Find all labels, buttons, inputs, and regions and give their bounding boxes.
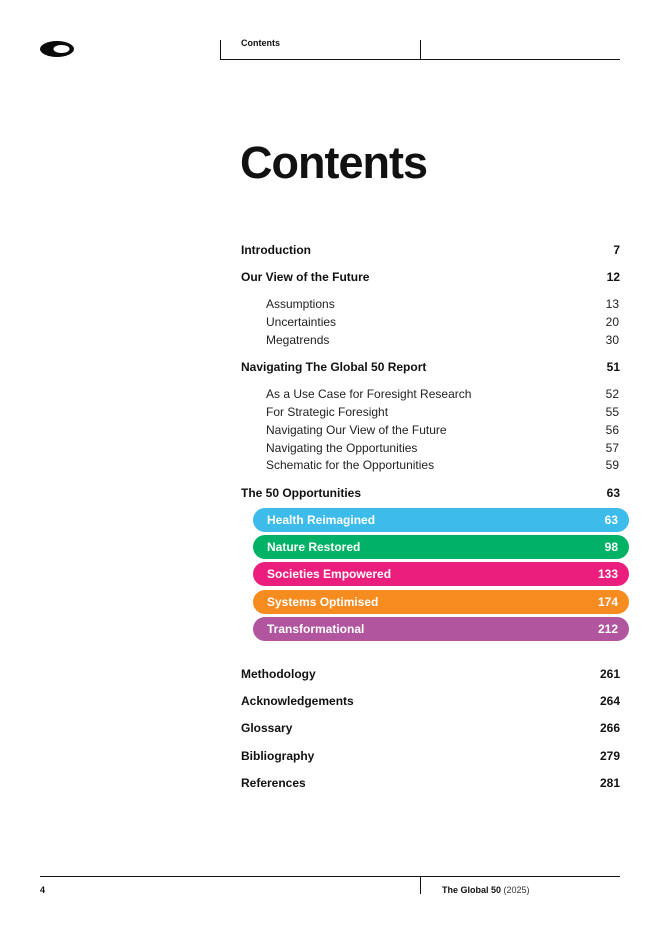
toc-entry-page: 57	[605, 441, 619, 455]
toc-entry-label: References	[241, 776, 306, 790]
toc-entry-page: 56	[605, 423, 619, 437]
toc-entry-introduction[interactable]	[241, 242, 620, 258]
theme-pill-label: Societies Empowered	[267, 567, 392, 581]
theme-pill-label: Health Reimagined	[267, 513, 376, 527]
toc-entry-label: Glossary	[241, 721, 293, 735]
toc-entry-page: 51	[606, 360, 620, 374]
toc-subentry-navigating-opportunities[interactable]	[266, 440, 619, 456]
toc-entry-label: Navigating Our View of the Future	[266, 423, 447, 437]
toc-entry-label: The 50 Opportunities	[241, 486, 362, 500]
toc-entry-label: Assumptions	[266, 297, 335, 311]
header-section-label: Contents	[241, 38, 280, 48]
page-title: Contents	[240, 137, 427, 188]
toc-entry-our-view[interactable]	[241, 269, 620, 285]
theme-pill-transformational[interactable]	[253, 617, 629, 641]
toc-entry-label: Schematic for the Opportunities	[266, 458, 435, 472]
theme-pill-page: 98	[604, 540, 618, 554]
toc-entry-opportunities[interactable]	[241, 485, 620, 501]
toc-entry-label: Bibliography	[241, 749, 315, 763]
theme-pill-label: Nature Restored	[267, 540, 361, 554]
toc-entry-label: Introduction	[241, 243, 311, 257]
toc-entry-page: 264	[599, 694, 620, 708]
footer-rule	[40, 876, 620, 877]
toc-entry-page: 55	[605, 405, 619, 419]
toc-subentry-strategic-foresight[interactable]	[266, 404, 619, 420]
header-divider-mid	[420, 40, 421, 60]
theme-pill-page: 212	[597, 622, 618, 636]
toc-entry-label: Navigating The Global 50 Report	[241, 360, 427, 374]
toc-entry-page: 7	[613, 243, 620, 257]
header-rule	[220, 59, 620, 60]
toc-entry-label: Our View of the Future	[241, 270, 370, 284]
toc-entry-page: 279	[599, 749, 620, 763]
toc-entry-label: As a Use Case for Foresight Research	[266, 387, 472, 401]
theme-pill-page: 133	[597, 567, 618, 581]
toc-subentry-assumptions[interactable]	[266, 296, 619, 312]
theme-pill-nature-restored[interactable]	[253, 535, 629, 559]
footer-publication	[442, 885, 530, 895]
toc-entry-page: 12	[606, 270, 620, 284]
toc-entry-label: For Strategic Foresight	[266, 405, 389, 419]
toc-subentry-schematic[interactable]	[266, 457, 619, 473]
toc-entry-acknowledgements[interactable]	[241, 693, 620, 709]
theme-pill-page: 174	[597, 595, 618, 609]
toc-entry-methodology[interactable]	[241, 666, 620, 682]
toc-entry-navigating[interactable]	[241, 359, 620, 375]
theme-pill-systems-optimised[interactable]	[253, 590, 629, 614]
publication-title: The Global 50	[442, 885, 502, 895]
theme-pill-page: 63	[604, 513, 618, 527]
toc-entry-page: 52	[605, 387, 619, 401]
theme-pill-label: Systems Optimised	[267, 595, 379, 609]
toc-subentry-megatrends[interactable]	[266, 332, 619, 348]
toc-entry-label: Uncertainties	[266, 315, 337, 329]
toc-entry-label: Megatrends	[266, 333, 330, 347]
toc-subentry-use-case[interactable]	[266, 386, 619, 402]
toc-entry-glossary[interactable]	[241, 720, 620, 736]
toc-entry-page: 30	[605, 333, 619, 347]
toc-entry-page: 20	[605, 315, 619, 329]
toc-subentry-navigating-view[interactable]	[266, 422, 619, 438]
page-number: 4	[40, 885, 46, 895]
toc-entry-page: 59	[605, 458, 619, 472]
toc-entry-page: 261	[599, 667, 620, 681]
toc-entry-page: 13	[605, 297, 619, 311]
toc-entry-label: Navigating the Opportunities	[266, 441, 418, 455]
toc-entry-label: Methodology	[241, 667, 316, 681]
header-divider-left	[220, 40, 221, 60]
toc-entry-page: 63	[606, 486, 620, 500]
theme-pill-health-reimagined[interactable]	[253, 508, 629, 532]
logo-icon	[40, 41, 74, 57]
footer-divider	[420, 876, 421, 894]
toc-entry-page: 281	[599, 776, 620, 790]
toc-entry-page: 266	[599, 721, 620, 735]
toc-subentry-uncertainties[interactable]	[266, 314, 619, 330]
toc-entry-references[interactable]	[241, 775, 620, 791]
theme-pill-label: Transformational	[267, 622, 365, 636]
toc-entry-label: Acknowledgements	[241, 694, 354, 708]
toc-entry-bibliography[interactable]	[241, 748, 620, 764]
theme-pill-societies-empowered[interactable]	[253, 562, 629, 586]
publication-year: (2025)	[503, 885, 530, 895]
